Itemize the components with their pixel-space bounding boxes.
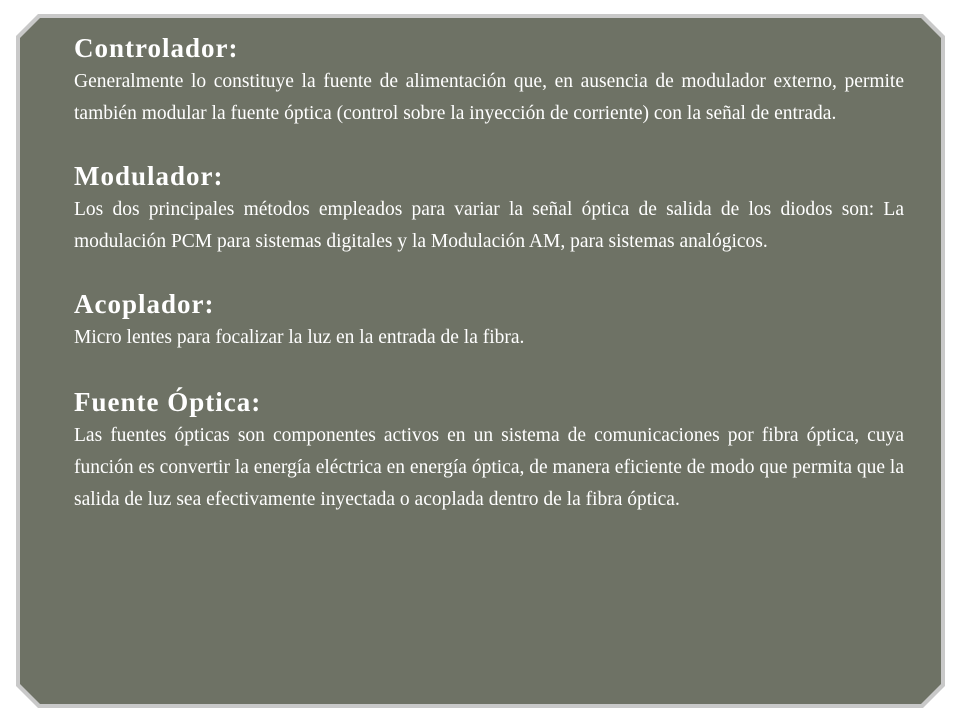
- section-body: Las fuentes ópticas son componentes activos en un sistema de comunicaciones por fibra óptica, cuya función es convertir la energía eléctrica en energía óptica, de manera eficiente de modo que permita que la salida de luz sea efectivamente inyectada o acoplada dentro de la fibra óptica.: [74, 425, 904, 510]
- section-heading: Controlador:: [74, 33, 239, 63]
- section-heading: Acoplador:: [74, 289, 215, 319]
- section-body: Micro lentes para focalizar la luz en la entrada de la fibra.: [74, 327, 525, 348]
- section-fuente-optica: [74, 384, 904, 516]
- section-body: Generalmente lo constituye la fuente de alimentación que, en ausencia de modulador externo, permite también modular la fuente óptica (control sobre la inyección de corriente) con la señal de entrada.: [74, 71, 904, 124]
- section-body: Los dos principales métodos empleados para variar la señal óptica de salida de los diodos son: La modulación PCM para sistemas digitales y la Modulación AM, para sistemas analógicos.: [74, 199, 904, 252]
- section-modulador: [74, 158, 904, 258]
- section-heading: Fuente Óptica:: [74, 387, 262, 417]
- section-acoplador: [74, 286, 904, 354]
- section-heading: Modulador:: [74, 161, 224, 191]
- slide-content: [74, 30, 904, 546]
- section-controlador: [74, 30, 904, 130]
